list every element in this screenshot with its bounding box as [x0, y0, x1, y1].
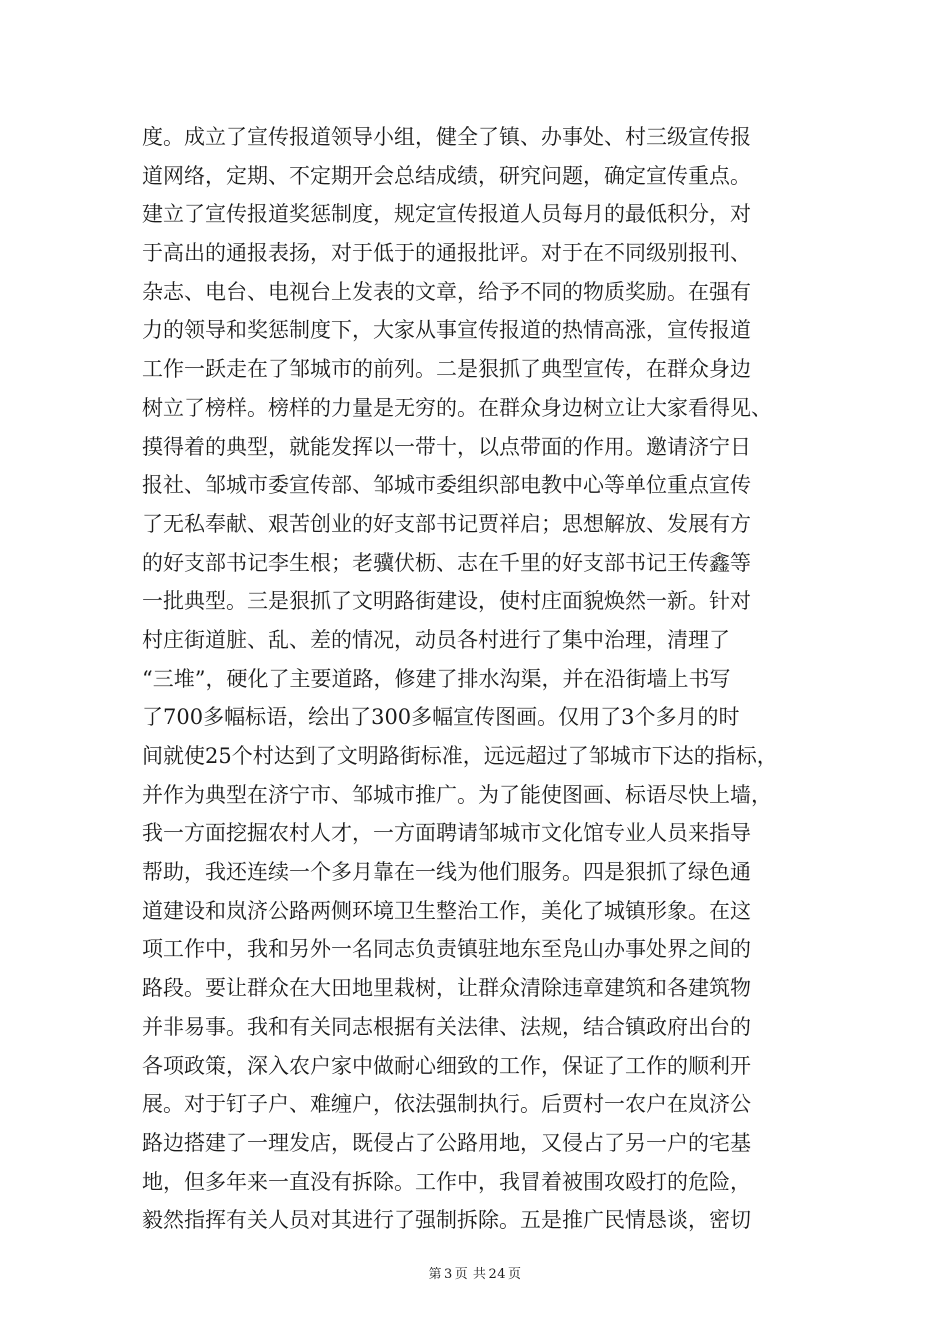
text-line: 并非易事。我和有关同志根据有关法律、法规，结合镇政府出台的 [142, 1014, 751, 1039]
current-page-number: 3 [444, 1267, 453, 1282]
page-footer [0, 1263, 950, 1282]
text-line: 道建设和岚济公路两侧环境卫生整治工作，美化了城镇形象。在这 [142, 898, 751, 923]
text-line: 的好支部书记李生根；老骥伏枥、志在千里的好支部书记王传鑫等 [142, 550, 751, 575]
text-line: 展。对于钉子户、难缠户，依法强制执行。后贾村一农户在岚济公 [142, 1092, 751, 1117]
text-line: 并作为典型在济宁市、邹城市推广。为了能使图画、标语尽快上墙， [142, 782, 772, 807]
text-line: 于高出的通报表扬，对于低于的通报批评。对于在不同级别报刊、 [142, 241, 751, 266]
text-line: 间就使25个村达到了文明路街标准，远远超过了邹城市下达的指标， [142, 744, 778, 768]
text-line: 一批典型。三是狠抓了文明路街建设，使村庄面貌焕然一新。针对 [142, 589, 751, 614]
text-line: 了无私奉献、艰苦创业的好支部书记贾祥启；思想解放、发展有方 [142, 511, 751, 536]
text-line: “三堆”，硬化了主要道路，修建了排水沟渠，并在沿街墙上书写 [142, 666, 731, 691]
text-line: 路边搭建了一理发店，既侵占了公路用地，又侵占了另一户的宅基 [142, 1130, 751, 1155]
footer-middle: 页 共 [454, 1267, 487, 1282]
footer-suffix: 页 [507, 1267, 522, 1282]
text-line: 力的领导和奖惩制度下，大家从事宣传报道的热情高涨，宣传报道 [142, 318, 751, 343]
text-line: 毅然指挥有关人员对其进行了强制拆除。五是推广民情恳谈，密切 [142, 1208, 751, 1233]
body-text [142, 118, 812, 1240]
total-pages-number: 24 [488, 1267, 506, 1282]
text-line: 村庄街道脏、乱、差的情况，动员各村进行了集中治理，清理了 [142, 627, 730, 652]
text-line: 我一方面挖掘农村人才，一方面聘请邹城市文化馆专业人员来指导 [142, 821, 751, 846]
text-line: 地，但多年来一直没有拆除。工作中，我冒着被围攻殴打的危险， [142, 1169, 751, 1194]
text-line: 摸得着的典型，就能发挥以一带十，以点带面的作用。邀请济宁日 [142, 434, 751, 459]
text-line: 道网络，定期、不定期开会总结成绩，研究问题，确定宣传重点。 [142, 163, 751, 188]
text-line: 了700多幅标语，绘出了300多幅宣传图画。仅用了3个多月的时 [142, 705, 740, 730]
text-line: 建立了宣传报道奖惩制度，规定宣传报道人员每月的最低积分，对 [142, 202, 751, 227]
text-line: 各项政策，深入农户家中做耐心细致的工作，保证了工作的顺利开 [142, 1053, 751, 1078]
footer-prefix: 第 [428, 1267, 443, 1282]
text-line: 报社、邹城市委宣传部、邹城市委组织部电教中心等单位重点宣传 [142, 473, 751, 498]
text-line: 树立了榜样。榜样的力量是无穷的。在群众身边树立让大家看得见、 [142, 395, 772, 420]
text-line: 项工作中，我和另外一名同志负责镇驻地东至凫山办事处界之间的 [142, 937, 751, 962]
text-line: 帮助，我还连续一个多月靠在一线为他们服务。四是狠抓了绿色通 [142, 860, 751, 885]
text-line: 杂志、电台、电视台上发表的文章，给予不同的物质奖励。在强有 [142, 279, 751, 304]
text-line: 路段。要让群众在大田地里栽树，让群众清除违章建筑和各建筑物 [142, 976, 751, 1001]
text-line: 度。成立了宣传报道领导小组，健全了镇、办事处、村三级宣传报 [142, 125, 751, 149]
text-line: 工作一跃走在了邹城市的前列。二是狠抓了典型宣传，在群众身边 [142, 357, 751, 382]
